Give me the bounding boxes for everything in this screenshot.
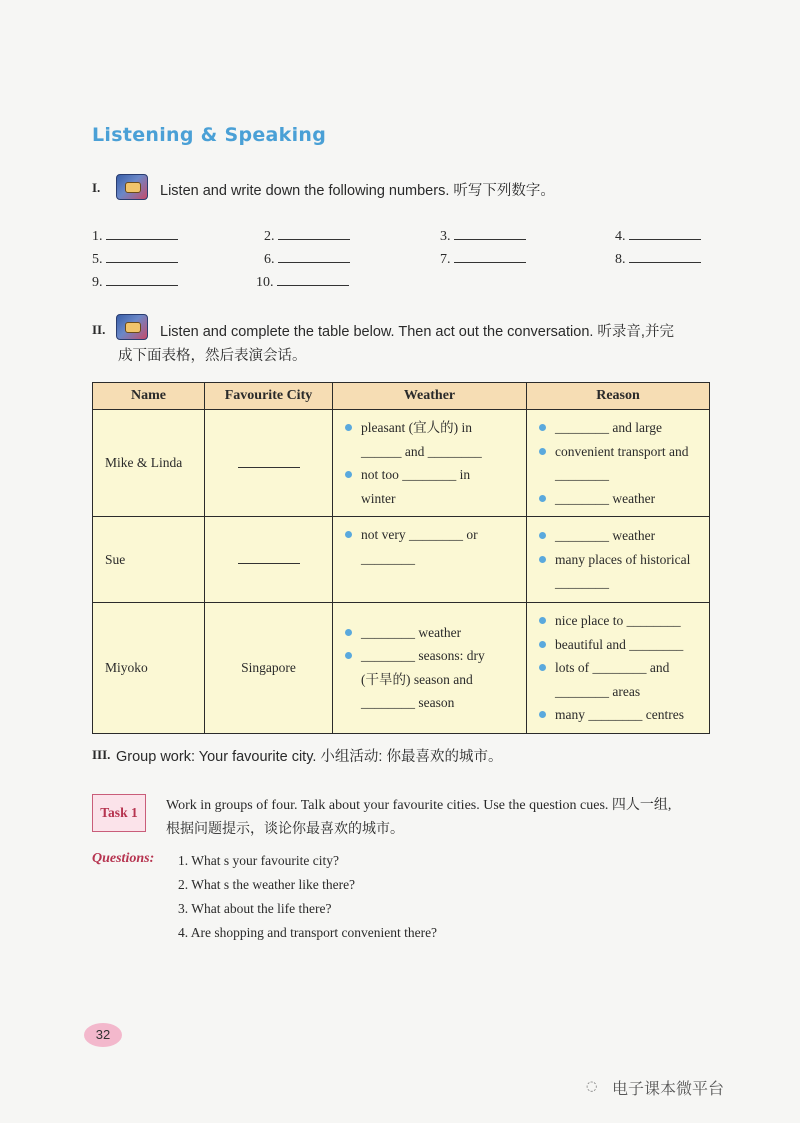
- list-item: many places of historical: [535, 548, 703, 572]
- list-item: convenient transport and: [535, 440, 703, 464]
- reason-cell: [527, 517, 710, 603]
- page-number: 32: [84, 1023, 122, 1047]
- number-item-10: 10.: [256, 273, 349, 291]
- list-item: ________ seasons: dry: [341, 644, 520, 668]
- reason-cell: [527, 410, 710, 517]
- number-item-9: 9.: [92, 273, 178, 291]
- header-weather: Weather: [333, 383, 527, 410]
- question-item-2: 2. What s the weather like there?: [178, 877, 356, 892]
- number-item-6: 6.: [264, 250, 350, 268]
- question-item-3: 3. What about the life there?: [178, 901, 332, 916]
- questions-label: Questions:: [92, 851, 155, 866]
- number-item-5: 5.: [92, 250, 178, 268]
- list-item: winter: [361, 490, 396, 506]
- number-item-3: 3.: [440, 227, 526, 245]
- list-item: ________ weather: [341, 621, 520, 645]
- name-cell: Miyoko: [93, 603, 205, 734]
- list-item: nice place to ________: [535, 609, 703, 633]
- reason-cell: [527, 603, 710, 734]
- section-2-instruction-line1: Listen and complete the table below. Then act out the conversation. 听录音,并完: [160, 324, 674, 340]
- city-blank-cell: [205, 517, 333, 603]
- list-item: pleasant (宜人的) in: [341, 416, 520, 440]
- section-2-instruction-line2: 成下面表格，然后表演会话。: [118, 348, 307, 364]
- number-item-2: 2.: [264, 227, 350, 245]
- number-item-4: 4.: [615, 227, 701, 245]
- list-item: ________ and large: [535, 416, 703, 440]
- weather-cell: [333, 603, 527, 734]
- list-item: lots of ________ and: [535, 656, 703, 680]
- weather-cell: [333, 410, 527, 517]
- wechat-icon: ◌: [586, 1079, 598, 1094]
- city-blank-cell: [205, 410, 333, 517]
- task-1-line2: 根据问题提示，谈论你最喜欢的城市。: [166, 822, 404, 837]
- header-favourite-city: Favourite City: [205, 383, 333, 410]
- name-cell: Mike & Linda: [93, 410, 205, 517]
- list-item: ______ and ________: [361, 443, 482, 459]
- cassette-icon: [116, 314, 148, 340]
- section-1-instruction: Listen and write down the following numbers. 听写下列数字。: [160, 183, 555, 199]
- list-item: beautiful and ________: [535, 633, 703, 657]
- number-item-1: 1.: [92, 227, 178, 245]
- header-name: Name: [93, 383, 205, 410]
- number-item-8: 8.: [615, 250, 701, 268]
- list-item: not very ________ or: [341, 523, 520, 547]
- question-item-1: 1. What s your favourite city?: [178, 853, 339, 868]
- task-1-badge: Task 1: [92, 794, 146, 832]
- cassette-icon: [116, 174, 148, 200]
- table-row: [93, 603, 710, 734]
- list-item: not too ________ in: [341, 463, 520, 487]
- number-item-7: 7.: [440, 250, 526, 268]
- list-item: ________ weather: [535, 524, 703, 548]
- header-reason: Reason: [527, 383, 710, 410]
- table-header-row: [93, 383, 710, 410]
- table-row: [93, 410, 710, 517]
- section-1-numeral: I.: [92, 180, 101, 195]
- question-item-4: 4. Are shopping and transport convenient there?: [178, 925, 438, 940]
- listening-table: [92, 382, 710, 734]
- list-item: (干旱的) season and: [361, 671, 473, 687]
- name-cell: Sue: [93, 517, 205, 603]
- list-item: ________: [555, 467, 609, 482]
- task-1-line1: Work in groups of four. Talk about your favourite cities. Use the question cues. 四人一组,: [166, 798, 672, 813]
- section-3-instruction: Group work: Your favourite city. 小组活动: 你最喜欢的城市。: [116, 749, 503, 765]
- watermark-text: 电子课本微平台: [612, 1079, 725, 1098]
- section-2-numeral: II.: [92, 322, 106, 337]
- list-item: ________ areas: [555, 683, 641, 699]
- list-item: many ________ centres: [535, 703, 703, 727]
- section-3-numeral: III.: [92, 747, 111, 762]
- city-cell: Singapore: [205, 603, 333, 734]
- list-item: ________: [361, 550, 415, 566]
- weather-cell: [333, 517, 527, 603]
- list-item: ________ weather: [535, 487, 703, 511]
- section-title: Listening & Speaking: [92, 124, 327, 146]
- list-item: ________ season: [361, 695, 455, 711]
- table-row: [93, 517, 710, 603]
- list-item: ________: [555, 575, 609, 591]
